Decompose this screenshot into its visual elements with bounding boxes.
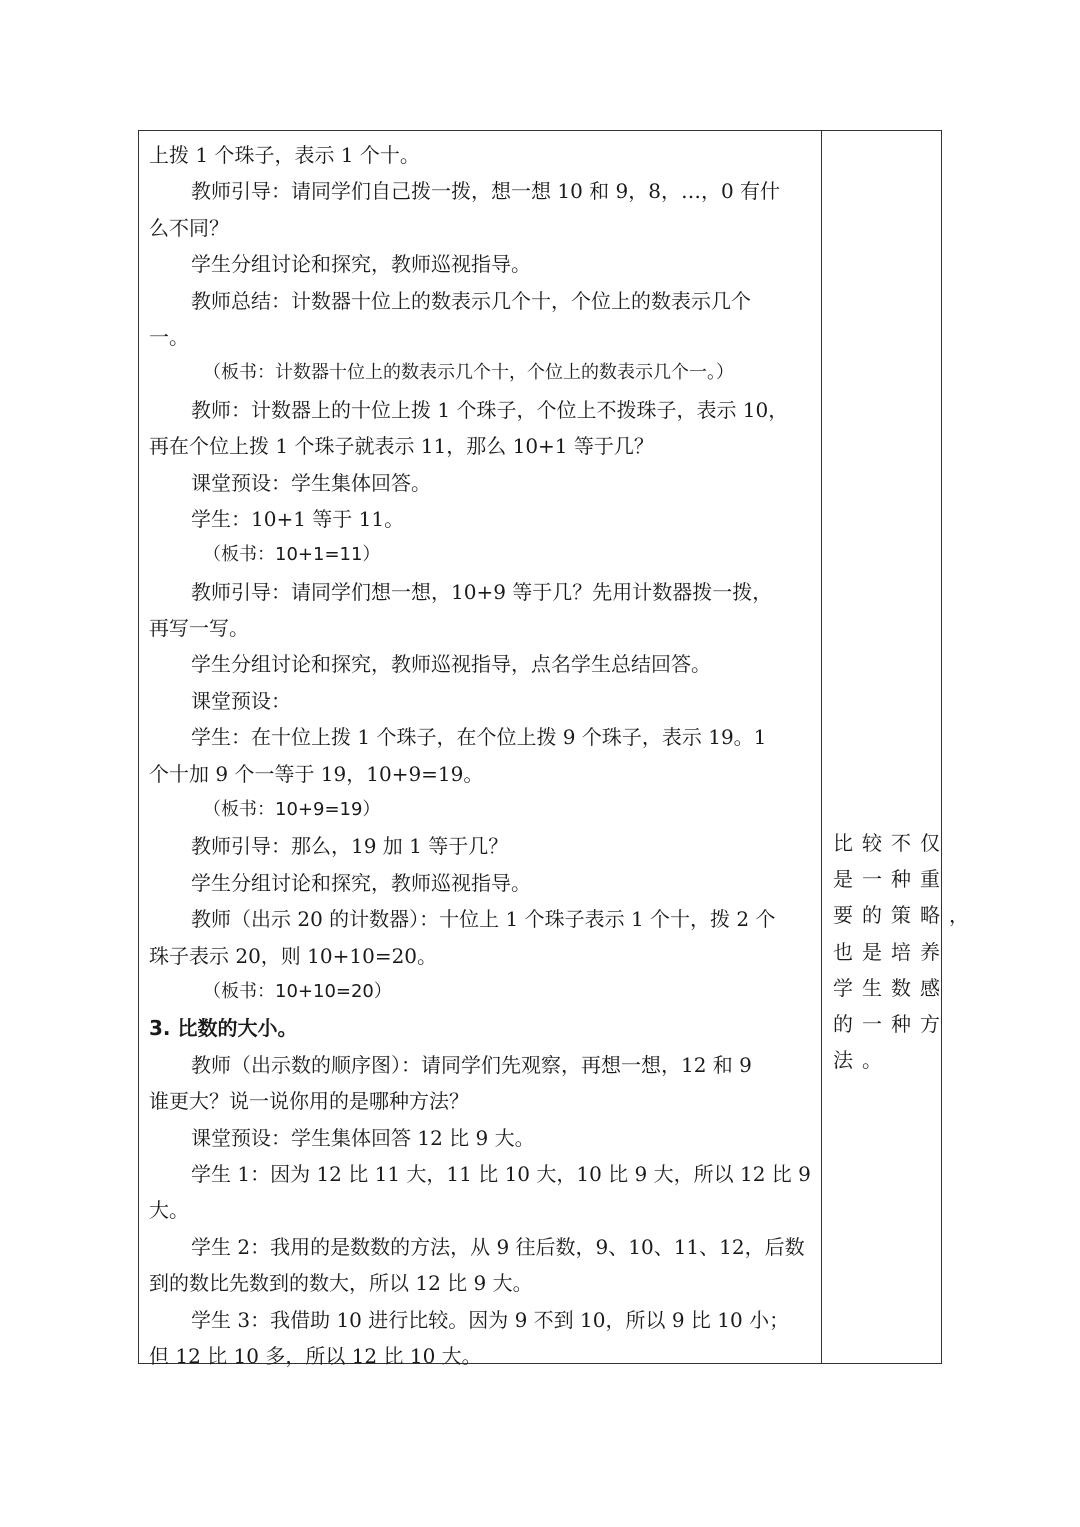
lesson-table (138, 130, 978, 1368)
text-line: 学生分组讨论和探究，教师巡视指导，点名学生总结回答。 (191, 652, 711, 677)
text-line: 课堂预设：学生集体回答 12 比 9 大。 (191, 1125, 535, 1150)
side-note-line: 学生数感 (833, 975, 949, 1000)
text-line: 课堂预设： (191, 688, 291, 713)
text-line: 教师引导：那么，19 加 1 等于几？ (191, 834, 509, 859)
text-line: 课堂预设：学生集体回答。 (191, 470, 431, 495)
text-line: 珠子表示 20，则 10+10=20。 (149, 943, 438, 968)
text-line: 再在个位上拨 1 个珠子就表示 11，那么 10+1 等于几？ (149, 434, 654, 459)
blackboard-note: （板书：10+1=11） (203, 544, 381, 566)
text-line: 学生：10+1 等于 11。 (191, 506, 405, 531)
text-line: 大。 (149, 1198, 189, 1223)
side-note-line: 也是培养 (833, 939, 949, 964)
text-line: 么不同？ (149, 215, 229, 240)
side-note-line: 是一种重 (833, 867, 949, 892)
side-note-line: 比较不仅 (833, 831, 949, 855)
text-line: 学生 3：我借助 10 进行比较。因为 9 不到 10，所以 9 比 10 小； (191, 1307, 790, 1332)
text-line: 学生 1：因为 12 比 11 大，11 比 10 大，10 比 9 大，所以 12 比 9 (191, 1161, 811, 1186)
text-line: 教师引导：请同学们自己拨一拨，想一想 10 和 9，8，…，0 有什 (191, 179, 781, 204)
column-divider (821, 131, 822, 1363)
text-line: 学生分组讨论和探究，教师巡视指导。 (191, 870, 531, 895)
text-line: 教师总结：计数器十位上的数表示几个十，个位上的数表示几个 (191, 288, 751, 313)
text-line: 到的数比先数到的数大，所以 12 比 9 大。 (149, 1271, 533, 1296)
text-line: 上拨 1 个珠子，表示 1 个十。 (149, 143, 420, 167)
text-line: 但 12 比 10 多，所以 12 比 10 大。 (149, 1343, 482, 1368)
text-line: 谁更大？说一说你用的是哪种方法？ (149, 1089, 469, 1114)
section-heading: 3. 比数的大小。 (149, 1016, 298, 1041)
text-line: 学生 2：我用的是数数的方法，从 9 往后数，9、10、11、12，后数 (191, 1234, 805, 1259)
side-note-line: 的一种方 (833, 1011, 949, 1036)
side-note-line: 法。 (833, 1048, 891, 1073)
blackboard-note: （板书：10+9=19） (203, 799, 381, 821)
lesson-content-column (149, 137, 815, 1374)
text-line: 教师：计数器上的十位上拨 1 个珠子，个位上不拨珠子，表示 10， (191, 397, 789, 422)
blackboard-note: （板书：计数器十位上的数表示几个十，个位上的数表示几个一。） (203, 362, 734, 384)
text-line: 学生：在十位上拨 1 个珠子，在个位上拨 9 个珠子，表示 19。1 (191, 725, 767, 750)
text-line: 教师（出示数的顺序图）：请同学们先观察，再想一想，12 和 9 (191, 1052, 752, 1077)
text-line: 教师（出示 20 的计数器）：十位上 1 个珠子表示 1 个十，拨 2 个 (191, 907, 776, 932)
side-note-line: 要的策略， (833, 903, 978, 928)
text-line: 一。 (149, 324, 189, 349)
text-line: 学生分组讨论和探究，教师巡视指导。 (191, 252, 531, 277)
text-line: 教师引导：请同学们想一想，10+9 等于几？先用计数器拨一拨， (191, 579, 773, 604)
design-intent-note (833, 825, 978, 1078)
blackboard-note: （板书：10+10=20） (203, 980, 392, 1002)
text-line: 再写一写。 (149, 616, 249, 641)
text-line: 个十加 9 个一等于 19，10+9=19。 (149, 761, 484, 786)
